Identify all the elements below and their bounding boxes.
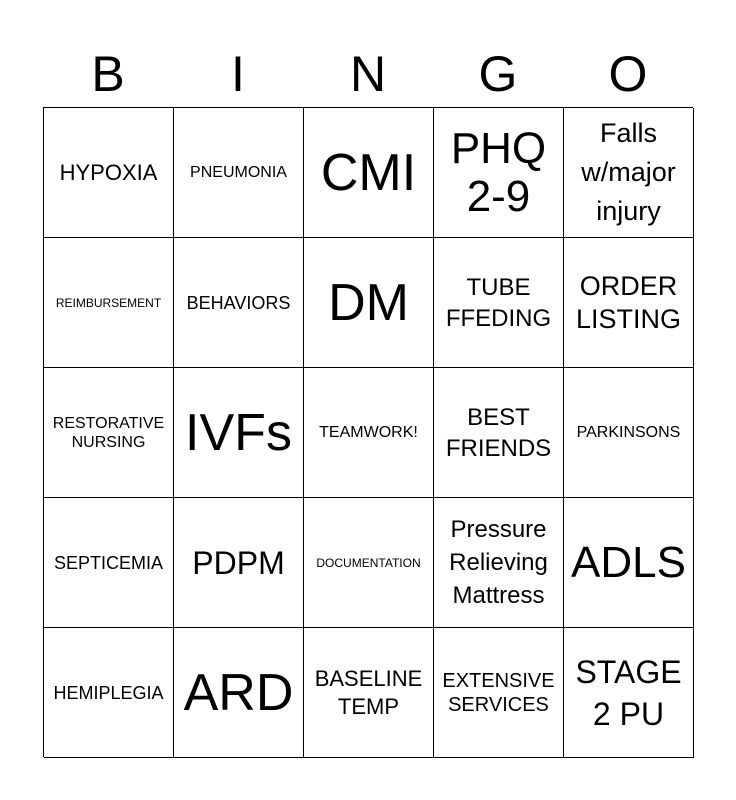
- bingo-header: [43, 40, 693, 108]
- bingo-cell[interactable]: [174, 628, 304, 758]
- bingo-cell[interactable]: [174, 498, 304, 628]
- cell-text: EXTENSIVE SERVICES: [442, 669, 555, 716]
- cell-text: DM: [328, 273, 409, 332]
- bingo-cell[interactable]: [174, 108, 304, 238]
- cell-text: Falls w/major injury: [581, 118, 676, 226]
- bingo-cell[interactable]: [564, 238, 694, 368]
- cell-text: HEMIPLEGIA: [53, 682, 164, 703]
- cell-text: REIMBURSEMENT: [55, 295, 162, 310]
- bingo-card-grid: [43, 107, 693, 757]
- bingo-cell[interactable]: [44, 108, 174, 238]
- bingo-cell[interactable]: [564, 628, 694, 758]
- bingo-cell[interactable]: [304, 238, 434, 368]
- cell-text: TEAMWORK!: [319, 423, 418, 441]
- bingo-cell[interactable]: [564, 108, 694, 238]
- bingo-cell[interactable]: [44, 498, 174, 628]
- bingo-cell[interactable]: [174, 368, 304, 498]
- cell-text: BEST FRIENDS: [445, 403, 552, 462]
- cell-text: STAGE 2 PU: [575, 653, 682, 732]
- cell-text: ADLS: [571, 537, 686, 587]
- header-letter-g: G: [478, 46, 518, 102]
- header-letter-i: I: [231, 46, 245, 102]
- cell-text: PNEUMONIA: [190, 163, 287, 181]
- bingo-cell[interactable]: [564, 498, 694, 628]
- bingo-cell[interactable]: [564, 368, 694, 498]
- cell-text: BASELINE TEMP: [314, 665, 423, 719]
- header-letter-b: B: [91, 46, 125, 102]
- bingo-cell[interactable]: [174, 238, 304, 368]
- cell-text: HYPOXIA: [59, 159, 158, 185]
- cell-text: SEPTICEMIA: [53, 552, 164, 573]
- cell-text: CMI: [320, 143, 417, 202]
- cell-text: Pressure Relieving Mattress: [449, 516, 548, 609]
- header-letter-o: O: [608, 46, 648, 102]
- bingo-cell[interactable]: [434, 238, 564, 368]
- bingo-cell[interactable]: [304, 368, 434, 498]
- cell-text: BEHAVIORS: [186, 292, 291, 313]
- cell-text: RESTORATIVE NURSING: [52, 414, 165, 451]
- cell-text: PDPM: [192, 544, 285, 581]
- header-letter-n: N: [349, 46, 387, 102]
- bingo-cell[interactable]: [434, 108, 564, 238]
- bingo-cell[interactable]: [44, 628, 174, 758]
- cell-text: DOCUMENTATION: [316, 555, 421, 570]
- bingo-cell[interactable]: [304, 108, 434, 238]
- bingo-cell[interactable]: [44, 238, 174, 368]
- cell-text: ORDER LISTING: [575, 270, 682, 334]
- cell-text: ARD: [183, 663, 294, 722]
- bingo-cell[interactable]: [434, 368, 564, 498]
- cell-text: PHQ 2-9: [450, 123, 547, 221]
- bingo-cell[interactable]: [304, 498, 434, 628]
- bingo-cell[interactable]: [44, 368, 174, 498]
- cell-text: PARKINSONS: [576, 423, 681, 441]
- bingo-cell[interactable]: [434, 628, 564, 758]
- cell-text: IVFs: [185, 403, 292, 462]
- bingo-cell[interactable]: [434, 498, 564, 628]
- cell-text: TUBE FFEDING: [445, 273, 552, 332]
- bingo-cell[interactable]: [304, 628, 434, 758]
